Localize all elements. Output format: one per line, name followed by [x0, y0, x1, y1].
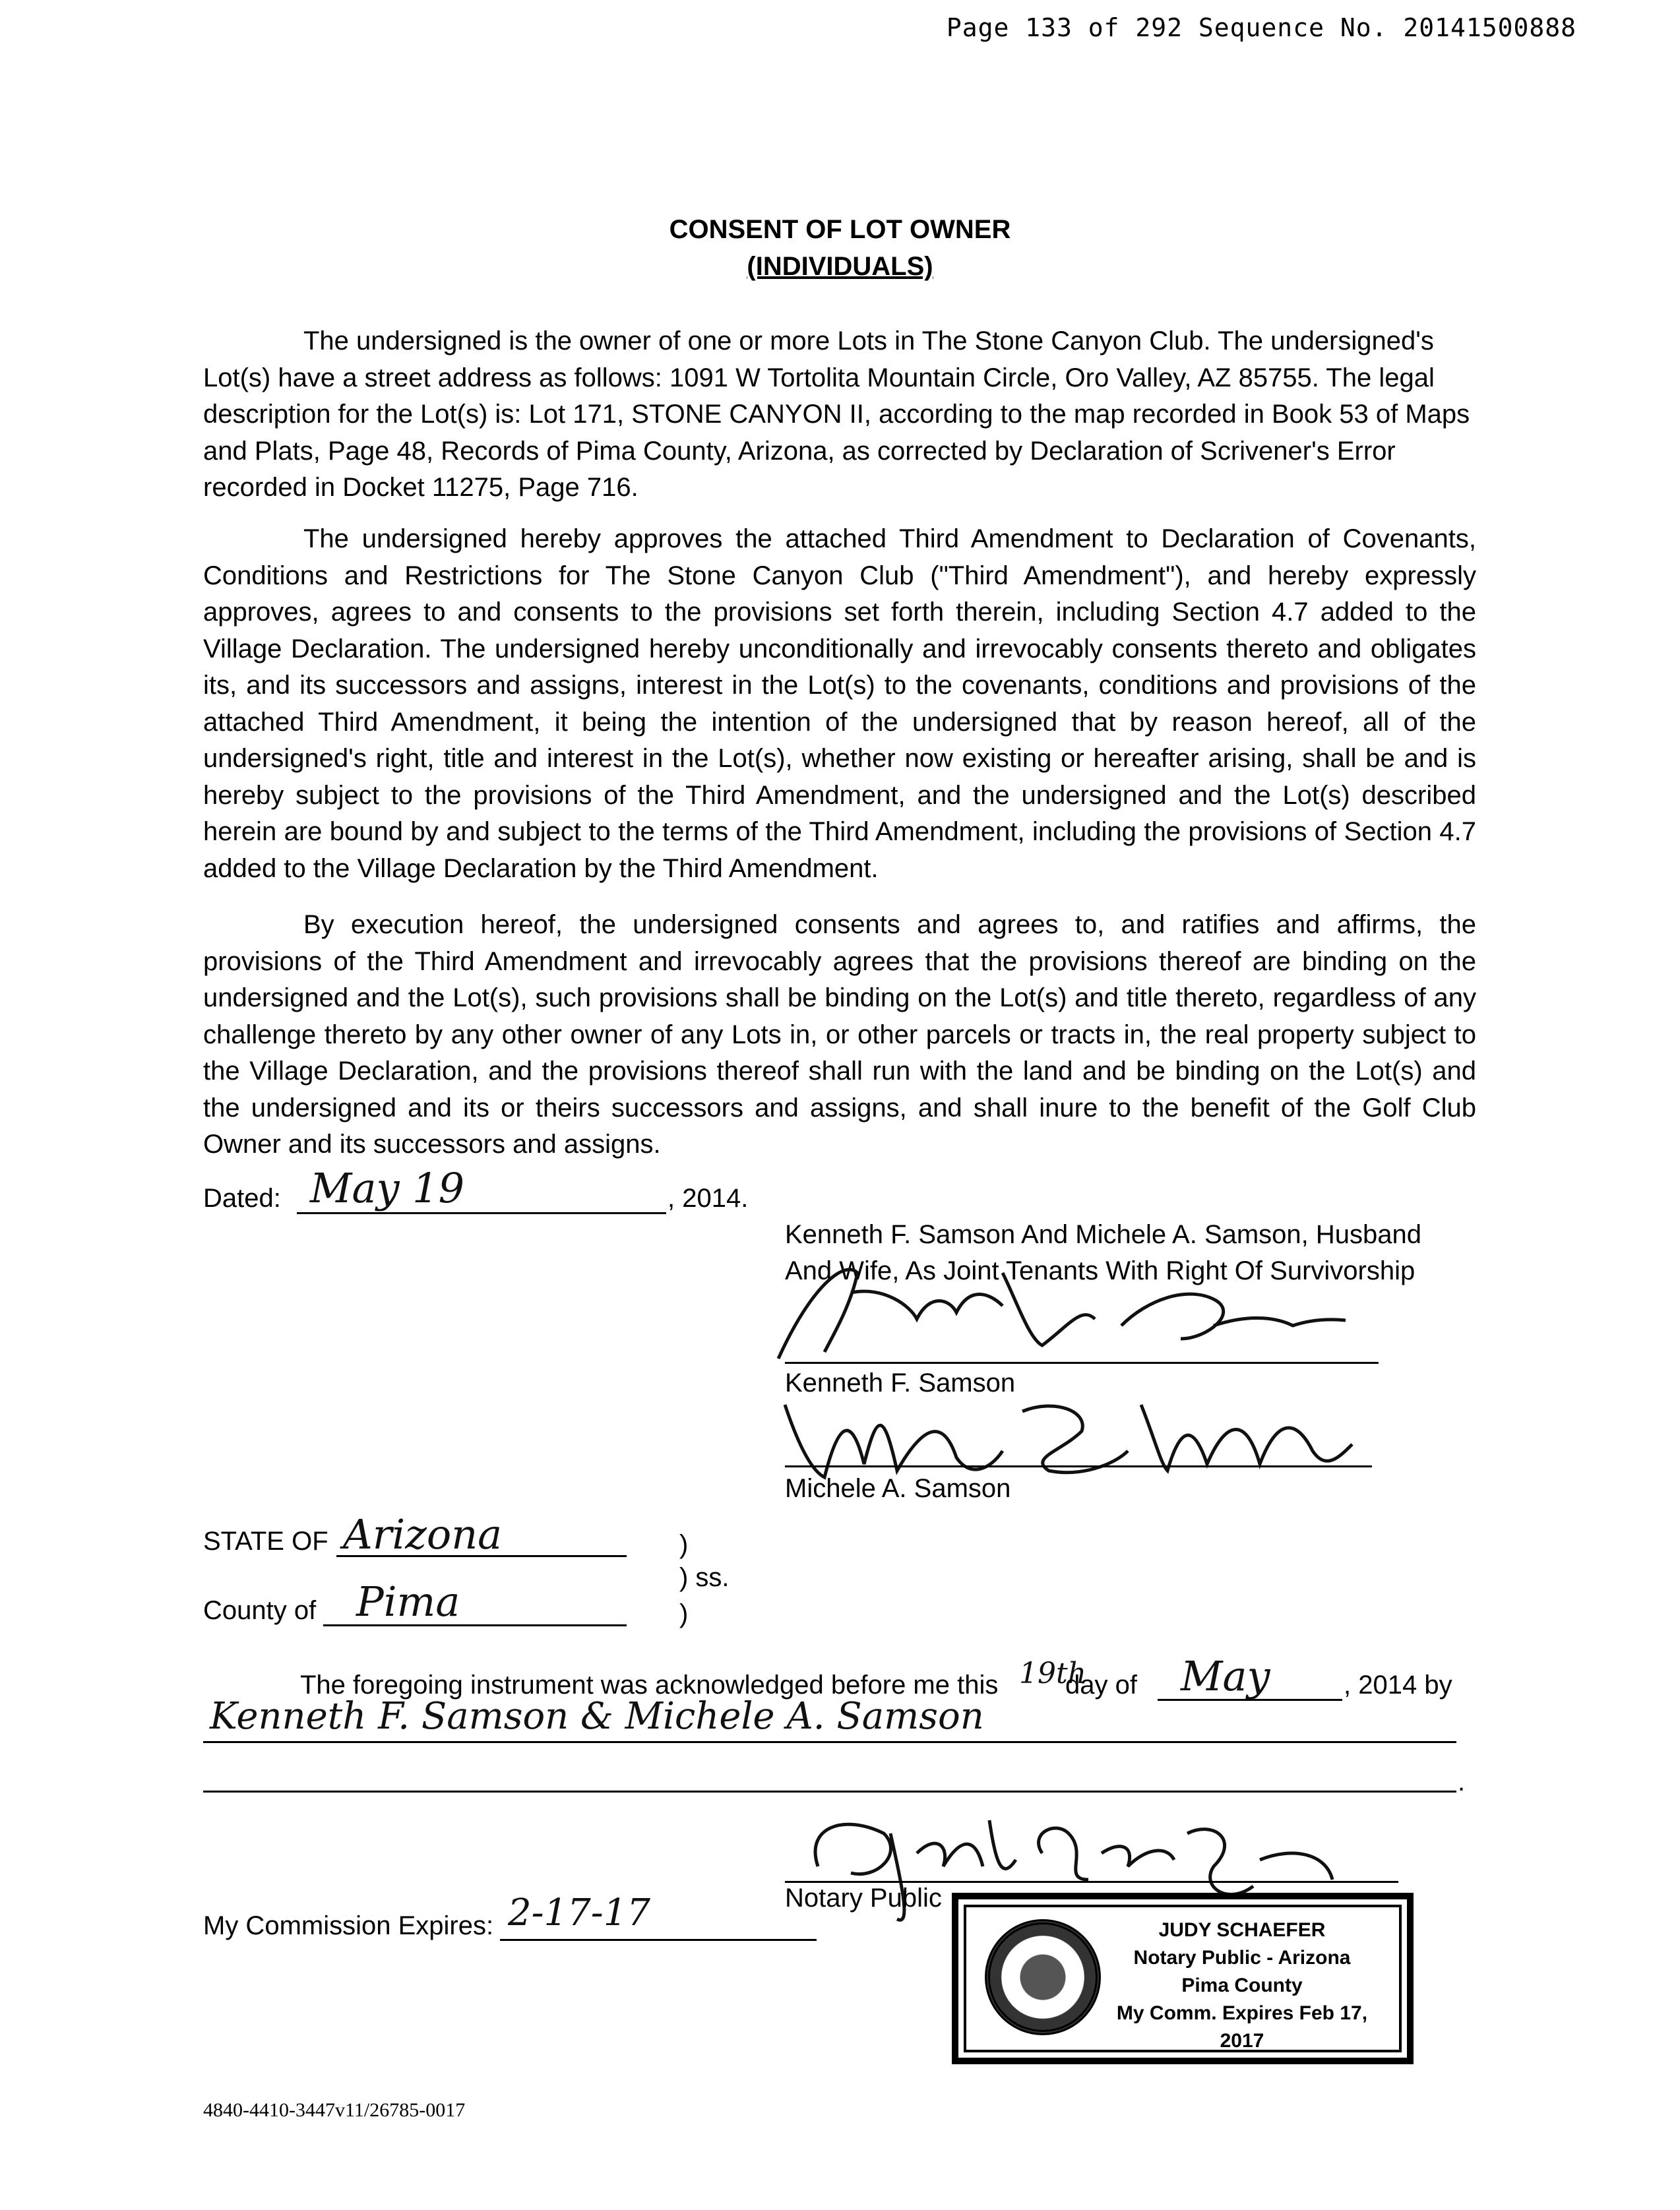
commission-label: My Commission Expires:	[203, 1911, 494, 1940]
state-handwritten: Arizona	[343, 1510, 503, 1558]
dated-underline	[297, 1212, 666, 1214]
paragraph-execution: By execution hereof, the undersigned consents and agrees to, and ratifies and affirms, the provisions of the Third Amendment and irrevocably agrees that the provisions thereof are binding on the undersigned and the Lot(s), such provisions shall be binding on the Lot(s) and title thereto, regardless of any challenge thereto by any other owner of any Lots in, or other parcels or tracts in, the real property subject to the Village Declaration, and the provisions thereof shall run with the land and be binding on the Lot(s) and the undersigned and its or theirs successors and assigns, and shall inure to the benefit of the Golf Club Owner and its successors and assigns.	[203, 910, 1476, 1159]
paragraph-approval: The undersigned hereby approves the attached Third Amendment to Declaration of Covenants, Conditions and Restrictions for The Stone Canyon Club ("Third Amendment"), and hereby expressly approves, agrees to and consents to the provisions set forth therein, including Section 4.7 added to the Village Declaration. The undersigned hereby unconditionally and irrevocably consents thereto and obligates its, and its successors and assigns, interest in the Lot(s) to the covenants, conditions and provisions of the attached Third Amendment, it being the intention of the undersigned that by reason hereof, all of the undersigned's right, title and interest in the Lot(s), whether now existing or hereafter arising, shall be and is hereby subject to the provisions of the Third Amendment, and the undersigned and the Lot(s) described herein are bound by and subject to the terms of the Third Amendment, including the provisions of Section 4.7 added to the Village Declaration by the Third Amendment.	[203, 524, 1476, 883]
michele-signature	[772, 1385, 1365, 1484]
signer-2-name: Michele A. Samson	[785, 1474, 1011, 1503]
title-subtitle: (INDIVIDUALS)	[747, 252, 933, 281]
document-title	[0, 211, 1680, 285]
county-handwritten: Pima	[356, 1578, 460, 1626]
page-sequence-reference: Page 133 of 292 Sequence No. 20141500888	[946, 13, 1576, 42]
acknowledgment-period: .	[1458, 1767, 1466, 1796]
stamp-county: Pima County	[1181, 1975, 1303, 1996]
acknowledgment-day-of: day of	[1065, 1671, 1137, 1700]
names-underline-1	[203, 1741, 1456, 1743]
commission-underline	[500, 1939, 817, 1941]
kenneth-signature-line	[785, 1362, 1379, 1364]
dated-year: , 2014.	[668, 1184, 749, 1213]
acknowledgment-names: Kenneth F. Samson & Michele A. Samson	[210, 1695, 984, 1738]
notary-seal-icon	[985, 1919, 1101, 2035]
dated-label: Dated:	[203, 1184, 281, 1213]
stamp-notary-title: Notary Public - Arizona	[1133, 1947, 1351, 1969]
stamp-expiration: My Comm. Expires Feb 17, 2017	[1116, 2002, 1368, 2052]
acknowledgment-day: 19th	[1019, 1657, 1087, 1690]
signer-1-name: Kenneth F. Samson	[785, 1368, 1016, 1397]
dated-handwritten: May 19	[310, 1164, 465, 1212]
names-underline-2	[203, 1791, 1456, 1793]
owners-line-2: And Wife, As Joint Tenants With Right Of Survivorship	[785, 1256, 1416, 1285]
venue-paren-bottom: )	[679, 1599, 689, 1628]
commission-handwritten: 2-17-17	[508, 1891, 650, 1934]
notary-label: Notary Public	[785, 1884, 942, 1913]
acknowledgment-year: , 2014 by	[1344, 1671, 1452, 1700]
paragraph-lot-description: The undersigned is the owner of one or more Lots in The Stone Canyon Club. The undersigned's Lot(s) have a street address as follows: 1091 W Tortolita Mountain Circle, Oro Valley, AZ 85755. The legal description for the Lot(s) is: Lot 171, STONE CANYON II, according to the map recorded in Book 53 of Maps and Plats, Page 48, Records of Pima County, Arizona, as corrected by Declaration of Scrivener's Error recorded in Docket 11275, Page 716.	[203, 326, 1470, 502]
notary-signature-line	[785, 1881, 1398, 1883]
owners-line-1: Kenneth F. Samson And Michele A. Samson, Husband	[785, 1220, 1422, 1249]
acknowledgment-month: May	[1181, 1652, 1270, 1700]
document-id-footer: 4840-4410-3447v11/26785-0017	[203, 2099, 466, 2121]
stamp-text	[1110, 1917, 1374, 2055]
state-label: STATE OF	[203, 1527, 328, 1556]
venue-ss: ) ss.	[679, 1563, 730, 1592]
venue-paren-top: )	[679, 1530, 689, 1559]
acknowledgment-text: The foregoing instrument was acknowledged before me this	[300, 1671, 999, 1700]
county-label: County of	[203, 1596, 317, 1625]
title-line: CONSENT OF LOT OWNER	[669, 215, 1011, 244]
kenneth-signature	[752, 1246, 1385, 1372]
notary-stamp	[952, 1893, 1414, 2064]
stamp-notary-name: JUDY SCHAEFER	[1158, 1919, 1326, 1941]
michele-signature-line	[785, 1465, 1372, 1467]
